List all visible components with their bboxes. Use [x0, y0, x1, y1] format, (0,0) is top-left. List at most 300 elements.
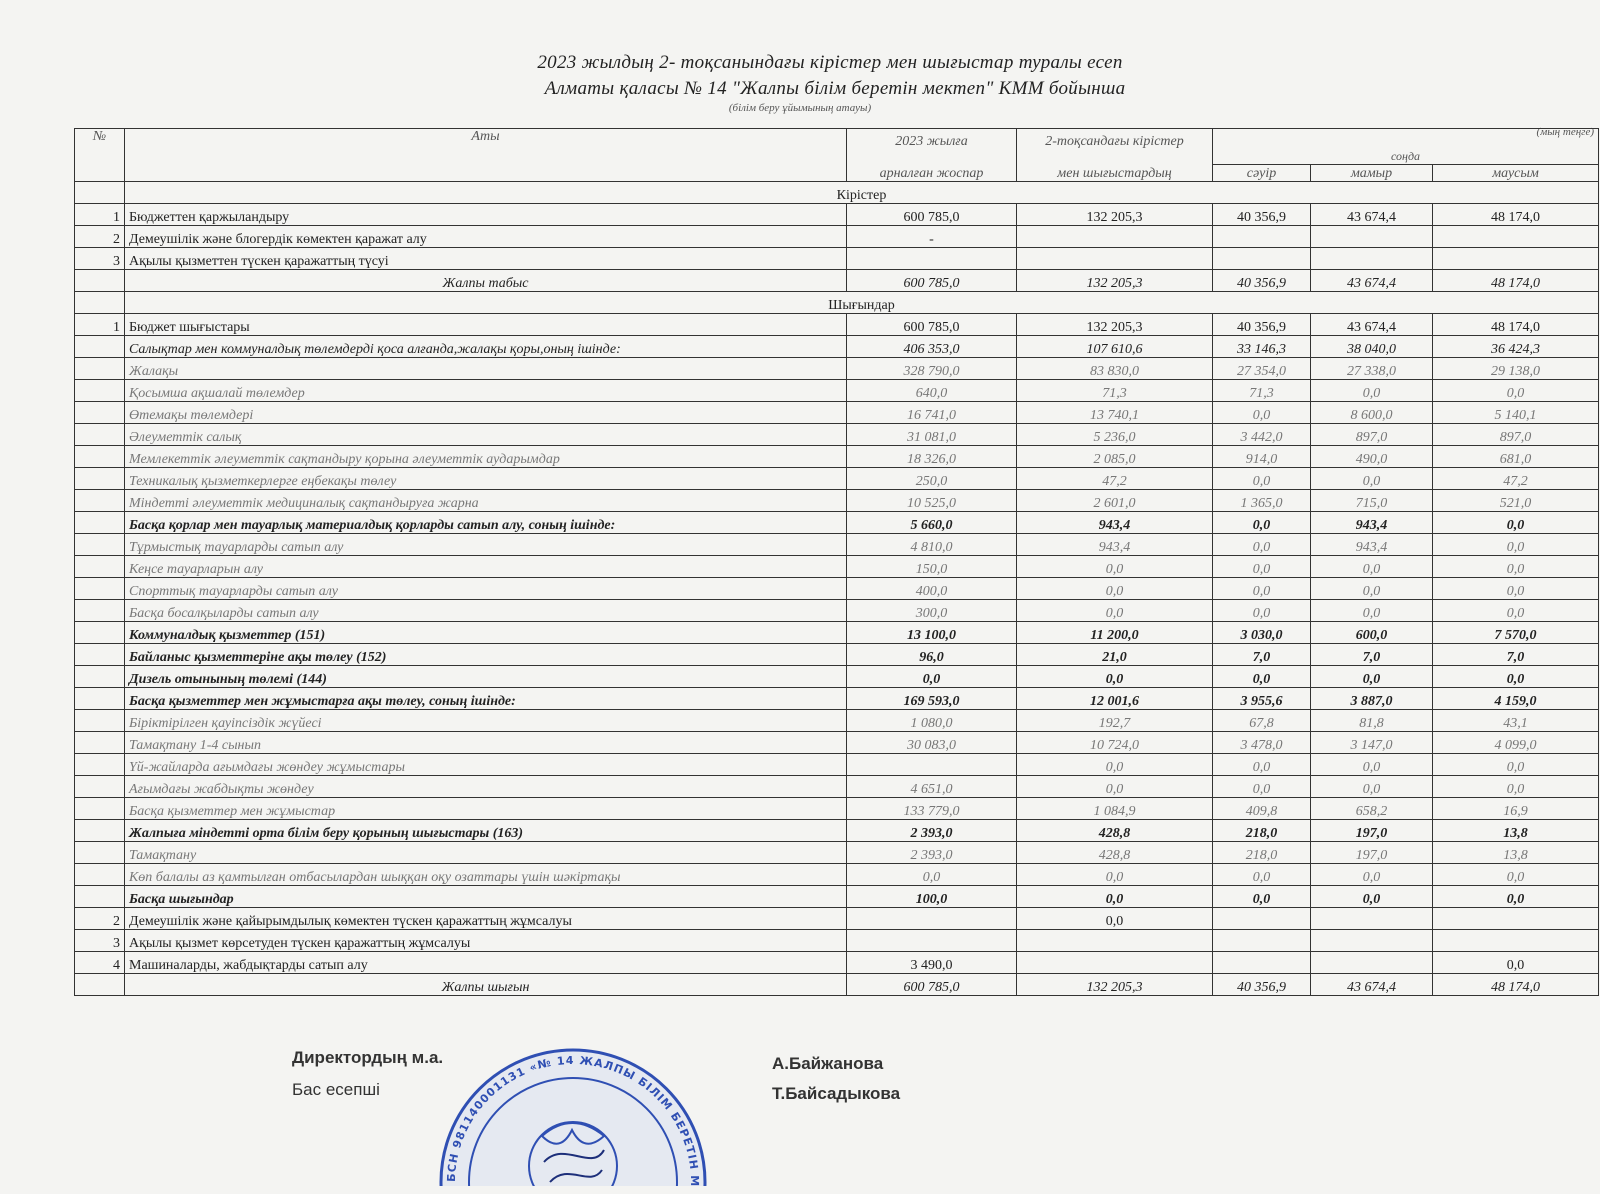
row-april-value: 40 356,9 [1213, 974, 1311, 996]
row-no [75, 798, 125, 820]
row-april-value: 40 356,9 [1213, 270, 1311, 292]
row-name: Машиналарды, жабдықтарды сатып алу [125, 952, 847, 974]
row-june-value: 5 140,1 [1433, 402, 1599, 424]
accountant-label: Бас есепші [292, 1080, 380, 1099]
row-q2-value: 132 205,3 [1017, 314, 1213, 336]
row-june-value: 4 099,0 [1433, 732, 1599, 754]
row-name: Басқа қорлар мен тауарлық материалдық қорларды сатып алу, соның ішінде: [125, 512, 847, 534]
table-row [75, 842, 1599, 864]
row-plan-value [847, 930, 1017, 952]
row-april-value: 0,0 [1213, 468, 1311, 490]
row-q2-value: 0,0 [1017, 666, 1213, 688]
row-name: Тұрмыстық тауарларды сатып алу [125, 534, 847, 556]
row-june-value: 0,0 [1433, 578, 1599, 600]
row-name: Бюджет шығыстары [125, 314, 847, 336]
row-april-value: 3 442,0 [1213, 424, 1311, 446]
row-no: 2 [75, 908, 125, 930]
row-june-value: 29 138,0 [1433, 358, 1599, 380]
row-plan-value: 3 490,0 [847, 952, 1017, 974]
table-row [75, 380, 1599, 402]
row-june-value: 0,0 [1433, 512, 1599, 534]
expense-section-title: Шығындар [125, 292, 1599, 314]
row-may-value: 7,0 [1311, 644, 1433, 666]
row-april-value: 409,8 [1213, 798, 1311, 820]
row-name: Өтемақы төлемдері [125, 402, 847, 424]
row-q2-value: 47,2 [1017, 468, 1213, 490]
table-row [75, 248, 1599, 270]
row-name: Міндетті әлеуметтік медициналық сақтандыруға жарна [125, 490, 847, 512]
row-no [75, 182, 125, 204]
row-april-value: 0,0 [1213, 600, 1311, 622]
row-plan-value: - [847, 226, 1017, 248]
row-may-value: 600,0 [1311, 622, 1433, 644]
row-may-value: 38 040,0 [1311, 336, 1433, 358]
row-may-value: 81,8 [1311, 710, 1433, 732]
row-plan-value: 406 353,0 [847, 336, 1017, 358]
row-no: 2 [75, 226, 125, 248]
table-row [75, 336, 1599, 358]
table-row [75, 930, 1599, 952]
row-june-value: 13,8 [1433, 820, 1599, 842]
row-no [75, 732, 125, 754]
row-name: Әлеуметтік салық [125, 424, 847, 446]
row-q2-value: 0,0 [1017, 578, 1213, 600]
row-no [75, 688, 125, 710]
table-row [75, 534, 1599, 556]
row-may-value [1311, 908, 1433, 930]
row-q2-value: 2 601,0 [1017, 490, 1213, 512]
row-may-value: 197,0 [1311, 842, 1433, 864]
row-may-value [1311, 226, 1433, 248]
row-april-value [1213, 226, 1311, 248]
table-row [75, 754, 1599, 776]
row-name: Тамақтану 1-4 сынып [125, 732, 847, 754]
col-name-header: Аты [125, 129, 847, 182]
row-plan-value: 31 081,0 [847, 424, 1017, 446]
table-row [75, 820, 1599, 842]
table-row [75, 908, 1599, 930]
row-plan-value: 150,0 [847, 556, 1017, 578]
row-april-value: 0,0 [1213, 556, 1311, 578]
expense-section [75, 292, 1599, 314]
row-april-value [1213, 952, 1311, 974]
row-april-value: 7,0 [1213, 644, 1311, 666]
row-q2-value: 12 001,6 [1017, 688, 1213, 710]
col-incl-header [1213, 129, 1599, 150]
row-q2-value: 13 740,1 [1017, 402, 1213, 424]
table-row [75, 556, 1599, 578]
row-plan-value: 10 525,0 [847, 490, 1017, 512]
row-june-value: 36 424,3 [1433, 336, 1599, 358]
row-may-value: 0,0 [1311, 754, 1433, 776]
row-april-value: 1 365,0 [1213, 490, 1311, 512]
row-name: Ағымдағы жабдықты жөндеу [125, 776, 847, 798]
row-q2-value: 0,0 [1017, 908, 1213, 930]
row-q2-value: 0,0 [1017, 864, 1213, 886]
row-may-value: 0,0 [1311, 600, 1433, 622]
row-april-value: 3 478,0 [1213, 732, 1311, 754]
row-plan-value: 328 790,0 [847, 358, 1017, 380]
row-may-value: 658,2 [1311, 798, 1433, 820]
row-name: Біріктірілген қауіпсіздік жүйесі [125, 710, 847, 732]
row-name: Көп балалы аз қамтылған отбасылардан шыққан оқу озаттары үшін шәкіртақы [125, 864, 847, 886]
row-may-value: 0,0 [1311, 666, 1433, 688]
row-june-value: 0,0 [1433, 776, 1599, 798]
row-q2-value: 11 200,0 [1017, 622, 1213, 644]
row-may-value: 43 674,4 [1311, 974, 1433, 996]
row-may-value [1311, 930, 1433, 952]
row-no [75, 556, 125, 578]
unit-label: (мың теңге) [1536, 126, 1594, 138]
row-april-value [1213, 908, 1311, 930]
row-may-value: 43 674,4 [1311, 204, 1433, 226]
row-plan-value: 96,0 [847, 644, 1017, 666]
row-q2-value: 107 610,6 [1017, 336, 1213, 358]
row-name: Демеушілік және қайырымдылық көмектен түскен қаражаттың жұмсалуы [125, 908, 847, 930]
table-row [75, 424, 1599, 446]
row-name: Техникалық қызметкерлерге еңбекақы төлеу [125, 468, 847, 490]
row-june-value [1433, 908, 1599, 930]
row-plan-value: 640,0 [847, 380, 1017, 402]
row-plan-value: 600 785,0 [847, 974, 1017, 996]
row-june-value: 48 174,0 [1433, 974, 1599, 996]
row-name: Байланыс қызметтеріне ақы төлеу (152) [125, 644, 847, 666]
table-row [75, 622, 1599, 644]
row-june-value: 521,0 [1433, 490, 1599, 512]
table-row [75, 952, 1599, 974]
row-q2-value: 943,4 [1017, 534, 1213, 556]
row-no [75, 402, 125, 424]
table-row [75, 314, 1599, 336]
row-no [75, 446, 125, 468]
row-name: Салықтар мен коммуналдық төлемдерді қоса алғанда,жалақы қоры,оның ішінде: [125, 336, 847, 358]
row-plan-value: 600 785,0 [847, 314, 1017, 336]
row-june-value: 0,0 [1433, 666, 1599, 688]
row-april-value: 0,0 [1213, 512, 1311, 534]
organization-caption: (білім беру ұйымының атауы) [728, 102, 872, 114]
row-june-value: 4 159,0 [1433, 688, 1599, 710]
row-q2-value: 10 724,0 [1017, 732, 1213, 754]
row-april-value: 0,0 [1213, 864, 1311, 886]
row-no [75, 886, 125, 908]
row-may-value [1311, 248, 1433, 270]
row-no [75, 512, 125, 534]
row-may-value: 3 147,0 [1311, 732, 1433, 754]
table-row [75, 776, 1599, 798]
total-row [75, 974, 1599, 996]
table-row [75, 600, 1599, 622]
row-no [75, 578, 125, 600]
row-june-value: 13,8 [1433, 842, 1599, 864]
row-june-value: 16,9 [1433, 798, 1599, 820]
row-june-value: 48 174,0 [1433, 204, 1599, 226]
row-april-value: 0,0 [1213, 534, 1311, 556]
row-april-value: 0,0 [1213, 776, 1311, 798]
row-plan-value: 18 326,0 [847, 446, 1017, 468]
row-q2-value: 5 236,0 [1017, 424, 1213, 446]
row-no [75, 270, 125, 292]
row-q2-value: 0,0 [1017, 556, 1213, 578]
row-name: Үй-жайларда ағымдағы жөндеу жұмыстары [125, 754, 847, 776]
row-name: Басқа шығындар [125, 886, 847, 908]
row-may-value: 897,0 [1311, 424, 1433, 446]
table-row [75, 666, 1599, 688]
row-no: 3 [75, 930, 125, 952]
row-may-value: 0,0 [1311, 380, 1433, 402]
row-plan-value: 300,0 [847, 600, 1017, 622]
row-may-value: 43 674,4 [1311, 270, 1433, 292]
report-header [0, 52, 1600, 114]
row-name: Басқа қызметтер мен жұмыстарға ақы төлеу, соның ішінде: [125, 688, 847, 710]
row-may-value [1311, 952, 1433, 974]
row-april-value [1213, 930, 1311, 952]
row-no [75, 754, 125, 776]
income-section [75, 182, 1599, 204]
row-plan-value: 133 779,0 [847, 798, 1017, 820]
row-april-value: 0,0 [1213, 578, 1311, 600]
row-name: Жалпы шығын [125, 974, 847, 996]
table-row [75, 798, 1599, 820]
col-plan-header-2: арналған жоспар [847, 149, 1017, 182]
table-row [75, 710, 1599, 732]
row-may-value: 943,4 [1311, 512, 1433, 534]
report-title: 2023 жылдың 2- тоқсанындағы кірістер мен шығыстар туралы есеп [537, 52, 1123, 73]
table-row [75, 446, 1599, 468]
row-name: Коммуналдық қызметтер (151) [125, 622, 847, 644]
row-june-value: 0,0 [1433, 754, 1599, 776]
row-no [75, 534, 125, 556]
row-may-value: 0,0 [1311, 556, 1433, 578]
table-row [75, 402, 1599, 424]
row-may-value: 43 674,4 [1311, 314, 1433, 336]
row-q2-value: 132 205,3 [1017, 974, 1213, 996]
row-no [75, 710, 125, 732]
row-q2-value: 0,0 [1017, 886, 1213, 908]
row-june-value: 7 570,0 [1433, 622, 1599, 644]
row-no [75, 776, 125, 798]
row-may-value: 27 338,0 [1311, 358, 1433, 380]
row-june-value: 0,0 [1433, 864, 1599, 886]
row-june-value [1433, 226, 1599, 248]
row-april-value: 71,3 [1213, 380, 1311, 402]
row-april-value: 218,0 [1213, 820, 1311, 842]
row-no [75, 864, 125, 886]
row-may-value: 197,0 [1311, 820, 1433, 842]
row-may-value: 0,0 [1311, 864, 1433, 886]
col-month-apr: сәуір [1213, 165, 1311, 182]
row-april-value: 0,0 [1213, 666, 1311, 688]
table-row [75, 578, 1599, 600]
row-q2-value: 192,7 [1017, 710, 1213, 732]
row-no [75, 644, 125, 666]
row-plan-value: 5 660,0 [847, 512, 1017, 534]
row-q2-value [1017, 930, 1213, 952]
row-june-value: 47,2 [1433, 468, 1599, 490]
header-row [75, 129, 1599, 150]
col-q2-header-1: 2-тоқсандағы кірістер [1017, 129, 1213, 150]
row-may-value: 3 887,0 [1311, 688, 1433, 710]
row-no [75, 820, 125, 842]
row-no [75, 380, 125, 402]
row-june-value [1433, 930, 1599, 952]
row-no [75, 842, 125, 864]
table-row [75, 512, 1599, 534]
col-month-jun: маусым [1433, 165, 1599, 182]
row-no: 1 [75, 314, 125, 336]
col-no-header: № [75, 129, 125, 182]
row-plan-value: 600 785,0 [847, 270, 1017, 292]
row-name: Бюджеттен қаржыландыру [125, 204, 847, 226]
row-name: Дизель отынының төлемі (144) [125, 666, 847, 688]
row-april-value: 40 356,9 [1213, 204, 1311, 226]
row-no: 3 [75, 248, 125, 270]
row-plan-value: 30 083,0 [847, 732, 1017, 754]
row-q2-value: 428,8 [1017, 842, 1213, 864]
row-plan-value: 100,0 [847, 886, 1017, 908]
total-row [75, 270, 1599, 292]
row-q2-value [1017, 952, 1213, 974]
row-name: Қосымша ақшалай төлемдер [125, 380, 847, 402]
row-april-value: 218,0 [1213, 842, 1311, 864]
table-row [75, 490, 1599, 512]
row-q2-value: 428,8 [1017, 820, 1213, 842]
table-row [75, 732, 1599, 754]
row-april-value: 67,8 [1213, 710, 1311, 732]
row-april-value: 40 356,9 [1213, 314, 1311, 336]
income-expense-table [74, 128, 1599, 996]
row-may-value: 0,0 [1311, 886, 1433, 908]
income-section-title: Кірістер [125, 182, 1599, 204]
row-may-value: 943,4 [1311, 534, 1433, 556]
row-no [75, 336, 125, 358]
row-name: Басқа босалқыларды сатып алу [125, 600, 847, 622]
row-may-value: 0,0 [1311, 468, 1433, 490]
row-name: Ақылы қызметтен түскен қаражаттың түсуі [125, 248, 847, 270]
row-q2-value: 83 830,0 [1017, 358, 1213, 380]
row-april-value [1213, 248, 1311, 270]
row-name: Кеңсе тауарларын алу [125, 556, 847, 578]
row-plan-value: 4 651,0 [847, 776, 1017, 798]
row-plan-value [847, 754, 1017, 776]
row-april-value: 914,0 [1213, 446, 1311, 468]
row-no [75, 490, 125, 512]
row-april-value: 3 030,0 [1213, 622, 1311, 644]
table-row [75, 688, 1599, 710]
row-plan-value: 2 393,0 [847, 842, 1017, 864]
row-no [75, 468, 125, 490]
table-row [75, 644, 1599, 666]
row-plan-value: 600 785,0 [847, 204, 1017, 226]
row-june-value [1433, 248, 1599, 270]
row-may-value: 0,0 [1311, 776, 1433, 798]
row-plan-value: 250,0 [847, 468, 1017, 490]
table-row [75, 358, 1599, 380]
row-april-value: 27 354,0 [1213, 358, 1311, 380]
col-month-may: мамыр [1311, 165, 1433, 182]
director-label: Директордың м.а. [292, 1048, 444, 1067]
row-name: Демеушілік және блогердік көмектен қаражат алу [125, 226, 847, 248]
row-april-value: 3 955,6 [1213, 688, 1311, 710]
row-april-value: 0,0 [1213, 402, 1311, 424]
row-q2-value: 0,0 [1017, 600, 1213, 622]
table-row [75, 468, 1599, 490]
official-stamp [432, 986, 714, 1186]
col-q2-header-2: мен шығыстардың [1017, 149, 1213, 182]
row-plan-value [847, 908, 1017, 930]
stamp-ring-text: БСН 981140001131 «№ 14 ЖАЛПЫ БІЛІМ БЕРЕТІН М [444, 1053, 702, 1186]
row-q2-value: 1 084,9 [1017, 798, 1213, 820]
row-q2-value: 71,3 [1017, 380, 1213, 402]
col-plan-header-1: 2023 жылға [847, 129, 1017, 150]
row-q2-value [1017, 226, 1213, 248]
row-q2-value: 2 085,0 [1017, 446, 1213, 468]
row-q2-value: 21,0 [1017, 644, 1213, 666]
row-may-value: 715,0 [1311, 490, 1433, 512]
row-name: Жалпы табыс [125, 270, 847, 292]
row-june-value: 7,0 [1433, 644, 1599, 666]
row-may-value: 8 600,0 [1311, 402, 1433, 424]
row-june-value: 43,1 [1433, 710, 1599, 732]
row-q2-value: 0,0 [1017, 776, 1213, 798]
row-name: Мемлекеттік әлеуметтік сақтандыру қорына әлеуметтік аударымдар [125, 446, 847, 468]
row-no [75, 292, 125, 314]
row-april-value: 0,0 [1213, 754, 1311, 776]
row-june-value: 0,0 [1433, 380, 1599, 402]
row-plan-value [847, 248, 1017, 270]
row-june-value: 897,0 [1433, 424, 1599, 446]
row-no: 4 [75, 952, 125, 974]
accountant-name: Т.Байсадыкова [772, 1084, 901, 1103]
director-name: А.Байжанова [772, 1054, 884, 1073]
row-no [75, 600, 125, 622]
row-june-value: 0,0 [1433, 534, 1599, 556]
row-may-value: 490,0 [1311, 446, 1433, 468]
row-plan-value: 16 741,0 [847, 402, 1017, 424]
row-april-value: 33 146,3 [1213, 336, 1311, 358]
row-q2-value: 943,4 [1017, 512, 1213, 534]
row-plan-value: 4 810,0 [847, 534, 1017, 556]
row-june-value: 0,0 [1433, 886, 1599, 908]
row-june-value: 0,0 [1433, 600, 1599, 622]
row-no: 1 [75, 204, 125, 226]
row-name: Жалақы [125, 358, 847, 380]
row-plan-value: 0,0 [847, 864, 1017, 886]
row-may-value: 0,0 [1311, 578, 1433, 600]
row-april-value: 0,0 [1213, 886, 1311, 908]
row-june-value: 0,0 [1433, 952, 1599, 974]
row-name: Жалпыға міндетті орта білім беру қорының шығыстары (163) [125, 820, 847, 842]
row-plan-value: 2 393,0 [847, 820, 1017, 842]
row-q2-value: 0,0 [1017, 754, 1213, 776]
table-row [75, 204, 1599, 226]
row-plan-value: 0,0 [847, 666, 1017, 688]
row-q2-value [1017, 248, 1213, 270]
row-june-value: 0,0 [1433, 556, 1599, 578]
row-no [75, 424, 125, 446]
row-no [75, 358, 125, 380]
row-name: Басқа қызметтер мен жұмыстар [125, 798, 847, 820]
row-plan-value: 400,0 [847, 578, 1017, 600]
row-plan-value: 13 100,0 [847, 622, 1017, 644]
table-row [75, 226, 1599, 248]
col-incl-label: соңда [1213, 149, 1599, 165]
row-no [75, 974, 125, 996]
table-row [75, 886, 1599, 908]
row-no [75, 622, 125, 644]
row-june-value: 48 174,0 [1433, 270, 1599, 292]
row-name: Спорттық тауарларды сатып алу [125, 578, 847, 600]
row-name: Ақылы қызмет көрсетуден түскен қаражаттың жұмсалуы [125, 930, 847, 952]
